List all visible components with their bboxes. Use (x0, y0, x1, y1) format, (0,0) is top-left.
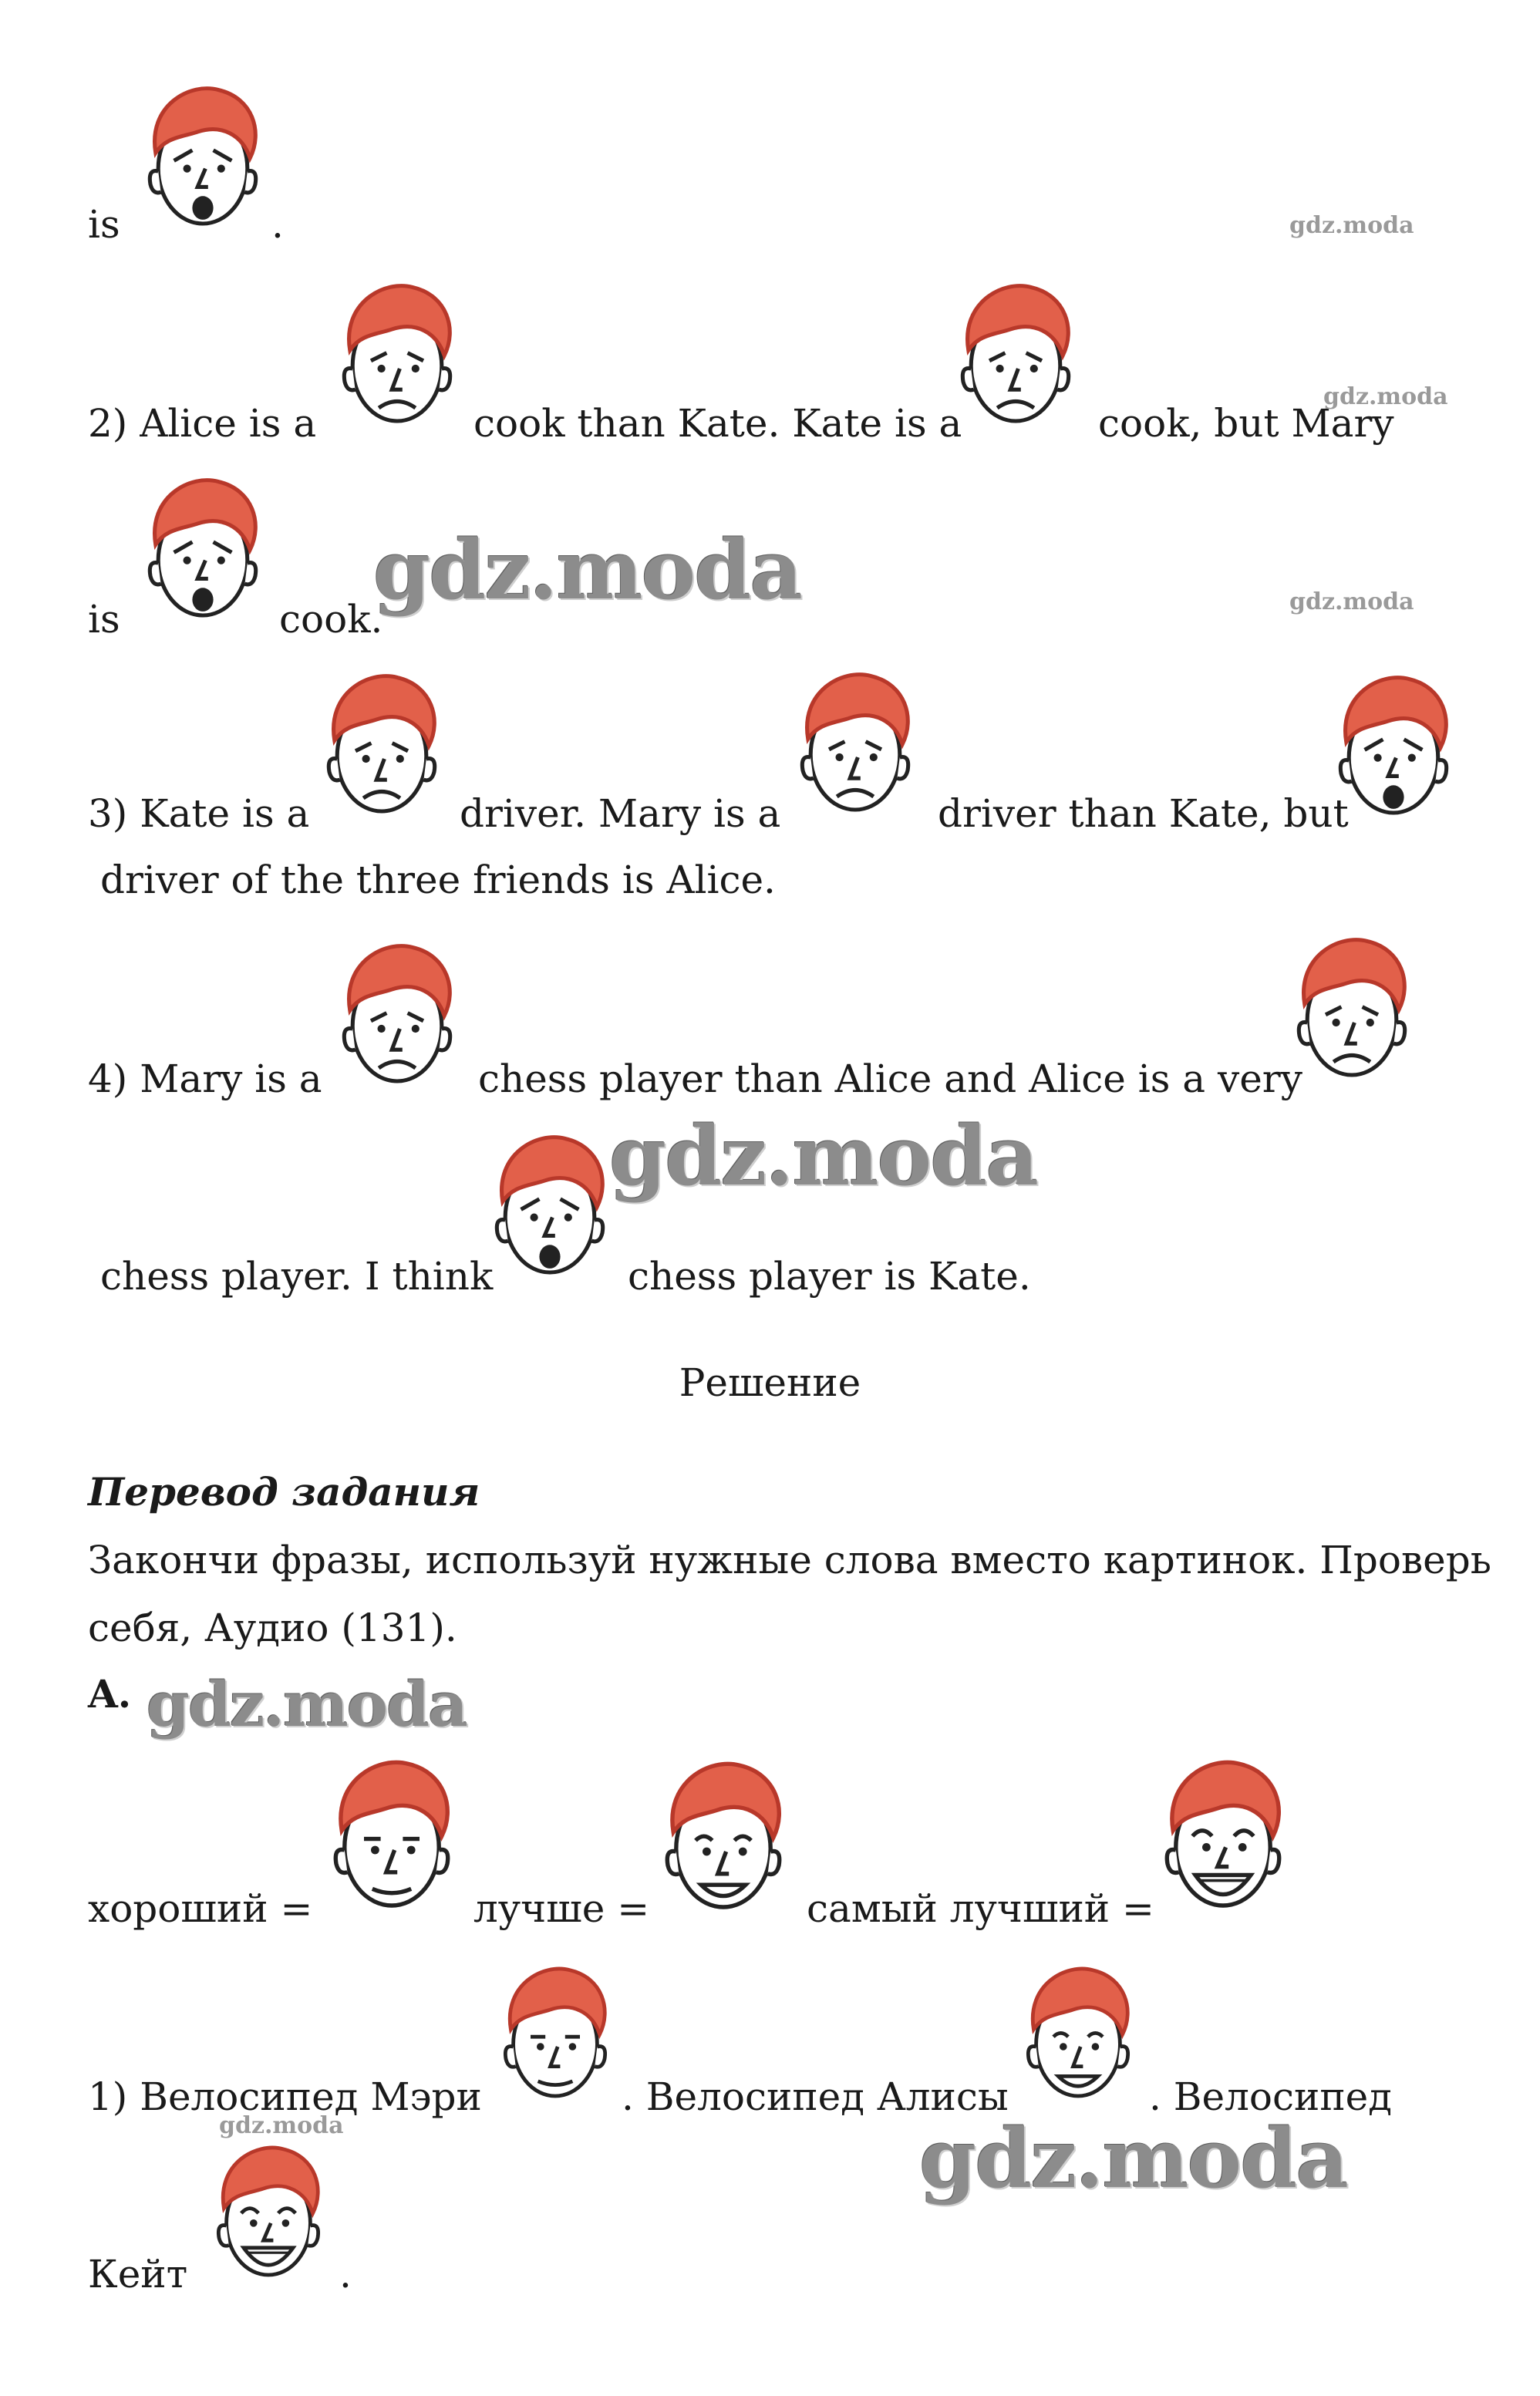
line4-text-a: 3) Kate is a (88, 791, 310, 836)
watermark: gdz.moda (373, 521, 801, 618)
watermark: gdz.moda (147, 1668, 467, 1741)
translation-line2: себя, Аудио (131). (88, 1606, 457, 1650)
line3-cook: cook. (279, 597, 383, 642)
line3-is: is (88, 597, 120, 642)
line7-text-a: chess player. I think (100, 1254, 494, 1299)
watermark: gdz.moda (919, 2110, 1347, 2206)
sad-face-icon (332, 275, 463, 436)
line6-text-b: chess player than Alice and Alice is a very (478, 1056, 1302, 1101)
awful-face-icon (137, 469, 268, 631)
ex1-text-c: . Велосипед (1149, 2074, 1393, 2119)
watermark: gdz.moda (219, 2112, 344, 2139)
solution-heading: Решение (679, 1360, 861, 1405)
ok-face-icon (494, 1959, 617, 2110)
line4-text-c: driver than Kate, but (938, 791, 1349, 836)
line1-dot: . (271, 202, 284, 247)
watermark: gdz.moda (609, 1107, 1037, 1204)
line2-text-b: cook than Kate. Kate is a (473, 401, 962, 446)
sad-face-icon (1286, 928, 1417, 1090)
sad-face-icon (332, 935, 463, 1097)
happy-face-icon (654, 1752, 793, 1923)
ok-face-icon (322, 1751, 461, 1922)
watermark: gdz.moda (1289, 212, 1414, 239)
best-face-icon (1154, 1751, 1292, 1922)
line2-text-a: 2) Alice is a (88, 401, 317, 446)
awful-face-icon (1328, 666, 1459, 828)
line2-text-c: cook, but Mary (1098, 401, 1394, 446)
line7-text-b: chess player is Kate. (628, 1254, 1031, 1299)
line6-text-a: 4) Mary is a (88, 1056, 322, 1101)
line4-text-b: driver. Mary is a (460, 791, 781, 836)
ex1-text-b: . Велосипед Алисы (622, 2074, 1009, 2119)
watermark: gdz.moda (1323, 383, 1448, 410)
awful-face-icon (137, 77, 268, 239)
scale-better: лучше = (473, 1886, 650, 1931)
translation-heading: Перевод задания (88, 1469, 480, 1515)
watermark: gdz.moda (1289, 588, 1414, 615)
section-label: A. (88, 1671, 132, 1717)
sad-face-icon (316, 665, 447, 827)
happy-face-icon (1016, 1959, 1140, 2110)
line5-text: driver of the three friends is Alice. (100, 858, 776, 902)
sad-face-icon (950, 275, 1081, 436)
translation-line1: Закончи фразы, используй нужные слова вместо картинок. Проверь (88, 1538, 1491, 1582)
awful-face-icon (484, 1126, 615, 1288)
sad-face-icon (790, 663, 921, 825)
scale-good: хороший = (88, 1886, 313, 1931)
line1-is: is (88, 202, 120, 247)
best-face-icon (207, 2138, 330, 2289)
ex1-text-a: 1) Велосипед Мэри (88, 2074, 482, 2119)
scale-best: самый лучший = (807, 1886, 1154, 1931)
ex1b-dot: . (339, 2252, 352, 2297)
ex1b-text-a: Кейт (88, 2252, 188, 2297)
